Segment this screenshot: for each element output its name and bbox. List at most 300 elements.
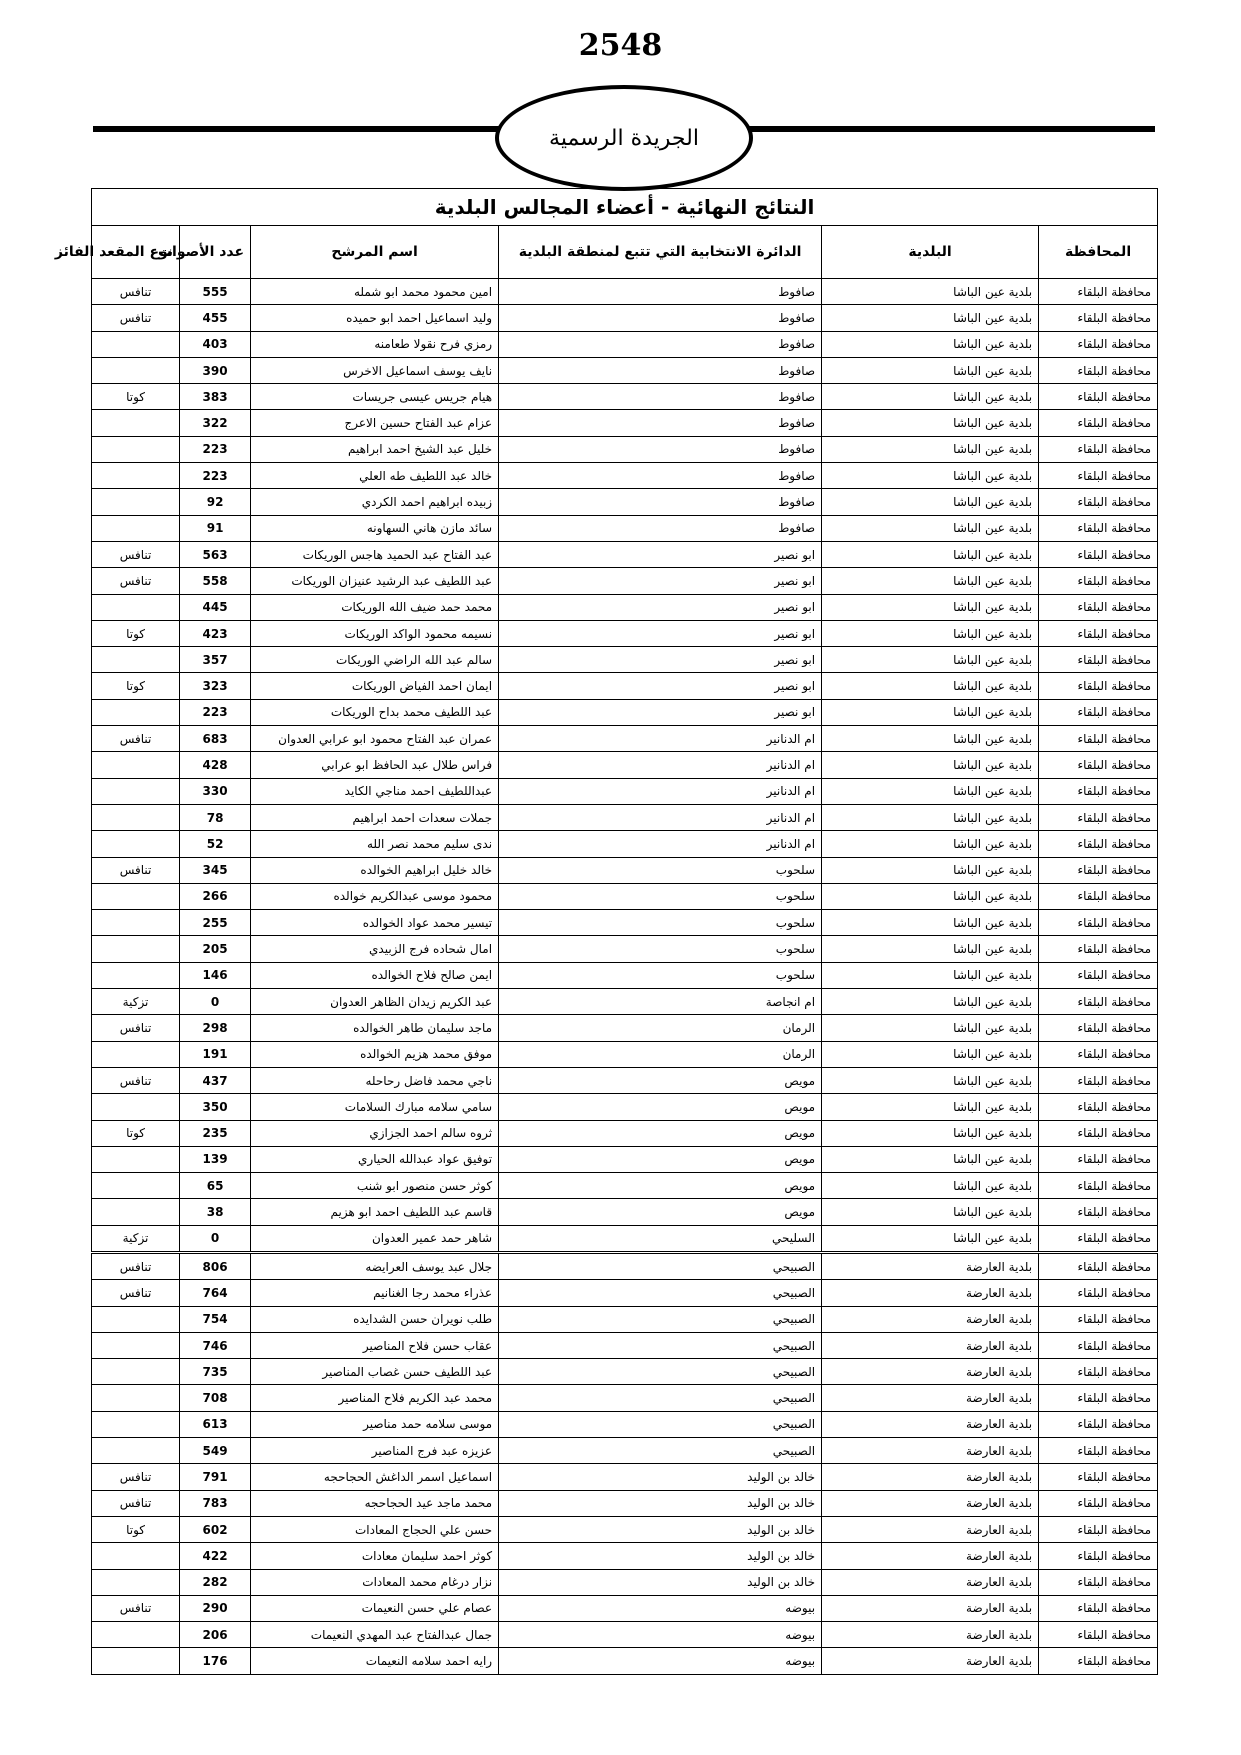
- seat-type-cell: [92, 1411, 180, 1437]
- district-cell: صافوط: [499, 331, 822, 357]
- governorate-cell: محافظة البلقاء: [1039, 778, 1158, 804]
- candidate-name-cell: محمود موسى عبدالكريم خوالده: [251, 883, 499, 909]
- governorate-cell: محافظة البلقاء: [1039, 620, 1158, 646]
- table-row: [92, 541, 1158, 567]
- table-row: [92, 568, 1158, 594]
- candidate-name-cell: محمد حمد ضيف الله الوريكات: [251, 594, 499, 620]
- district-cell: ابو نصير: [499, 541, 822, 567]
- seat-type-cell: [92, 1041, 180, 1067]
- candidate-name-cell: سائد مازن هاني السهاونه: [251, 515, 499, 541]
- municipality-cell: بلدية عين الباشا: [822, 410, 1039, 436]
- candidate-name-cell: شاهر حمد عمير العدوان: [251, 1225, 499, 1252]
- table-row: [92, 1464, 1158, 1490]
- district-cell: سلحوب: [499, 910, 822, 936]
- votes-cell: 445: [180, 594, 251, 620]
- table-row: [92, 936, 1158, 962]
- district-cell: سلحوب: [499, 857, 822, 883]
- governorate-cell: محافظة البلقاء: [1039, 1094, 1158, 1120]
- header-municipality: البلدية: [822, 226, 1039, 279]
- seat-type-cell: [92, 1385, 180, 1411]
- votes-cell: 746: [180, 1332, 251, 1358]
- district-cell: خالد بن الوليد: [499, 1516, 822, 1542]
- votes-cell: 455: [180, 305, 251, 331]
- governorate-cell: محافظة البلقاء: [1039, 1543, 1158, 1569]
- candidate-name-cell: ايمان احمد الفياض الوريكات: [251, 673, 499, 699]
- candidate-name-cell: جملات سعدات احمد ابراهيم: [251, 804, 499, 830]
- district-cell: ام انجاصة: [499, 989, 822, 1015]
- district-cell: خالد بن الوليد: [499, 1569, 822, 1595]
- seat-type-cell: تنافس: [92, 1015, 180, 1041]
- governorate-cell: محافظة البلقاء: [1039, 962, 1158, 988]
- seat-type-cell: [92, 1359, 180, 1385]
- governorate-cell: محافظة البلقاء: [1039, 463, 1158, 489]
- governorate-cell: محافظة البلقاء: [1039, 1595, 1158, 1621]
- governorate-cell: محافظة البلقاء: [1039, 673, 1158, 699]
- governorate-cell: محافظة البلقاء: [1039, 726, 1158, 752]
- district-cell: ابو نصير: [499, 594, 822, 620]
- votes-cell: 322: [180, 410, 251, 436]
- candidate-name-cell: ناجي محمد فاضل رحاحله: [251, 1067, 499, 1093]
- votes-cell: 38: [180, 1199, 251, 1225]
- table-row: [92, 1067, 1158, 1093]
- candidate-name-cell: هيام جريس عيسى جريسات: [251, 384, 499, 410]
- district-cell: صافوط: [499, 410, 822, 436]
- municipality-cell: بلدية عين الباشا: [822, 357, 1039, 383]
- votes-cell: 558: [180, 568, 251, 594]
- candidate-name-cell: عصام علي حسن النعيمات: [251, 1595, 499, 1621]
- votes-cell: 806: [180, 1252, 251, 1279]
- candidate-name-cell: كوثر احمد سليمان معادات: [251, 1543, 499, 1569]
- municipality-cell: بلدية عين الباشا: [822, 305, 1039, 331]
- governorate-cell: محافظة البلقاء: [1039, 1438, 1158, 1464]
- municipality-cell: بلدية العارضة: [822, 1490, 1039, 1516]
- page-number: 2548: [578, 28, 663, 63]
- district-cell: خالد بن الوليد: [499, 1543, 822, 1569]
- votes-cell: 403: [180, 331, 251, 357]
- municipality-cell: بلدية عين الباشا: [822, 463, 1039, 489]
- district-cell: ابو نصير: [499, 568, 822, 594]
- municipality-cell: بلدية عين الباشا: [822, 804, 1039, 830]
- table-row: [92, 1569, 1158, 1595]
- seat-type-cell: [92, 1306, 180, 1332]
- seat-type-cell: تنافس: [92, 1067, 180, 1093]
- district-cell: الصبيحي: [499, 1252, 822, 1279]
- seat-type-cell: [92, 910, 180, 936]
- votes-cell: 683: [180, 726, 251, 752]
- header-rule-right: [739, 126, 1155, 132]
- seat-type-cell: [92, 1332, 180, 1358]
- governorate-cell: محافظة البلقاء: [1039, 1280, 1158, 1306]
- municipality-cell: بلدية العارضة: [822, 1622, 1039, 1648]
- district-cell: الصبيحي: [499, 1332, 822, 1358]
- district-cell: السليحي: [499, 1225, 822, 1252]
- votes-cell: 223: [180, 436, 251, 462]
- district-cell: ابو نصير: [499, 620, 822, 646]
- table-row: [92, 1595, 1158, 1621]
- candidate-name-cell: سامي سلامه مبارك السلامات: [251, 1094, 499, 1120]
- municipality-cell: بلدية عين الباشا: [822, 883, 1039, 909]
- votes-cell: 255: [180, 910, 251, 936]
- votes-cell: 298: [180, 1015, 251, 1041]
- votes-cell: 78: [180, 804, 251, 830]
- municipality-cell: بلدية العارضة: [822, 1569, 1039, 1595]
- municipality-cell: بلدية العارضة: [822, 1332, 1039, 1358]
- district-cell: ام الدنانير: [499, 726, 822, 752]
- table-body: [92, 279, 1158, 1675]
- district-cell: الرمان: [499, 1041, 822, 1067]
- table-row: [92, 1094, 1158, 1120]
- governorate-cell: محافظة البلقاء: [1039, 1385, 1158, 1411]
- seat-type-cell: تنافس: [92, 541, 180, 567]
- candidate-name-cell: ايمن صالح فلاح الخوالده: [251, 962, 499, 988]
- table-row: [92, 1120, 1158, 1146]
- district-cell: ابو نصير: [499, 647, 822, 673]
- votes-cell: 783: [180, 1490, 251, 1516]
- governorate-cell: محافظة البلقاء: [1039, 1622, 1158, 1648]
- table-row: [92, 673, 1158, 699]
- municipality-cell: بلدية عين الباشا: [822, 620, 1039, 646]
- table-row: [92, 1385, 1158, 1411]
- governorate-cell: محافظة البلقاء: [1039, 489, 1158, 515]
- seat-type-cell: [92, 1199, 180, 1225]
- candidate-name-cell: كوثر حسن منصور ابو شنب: [251, 1173, 499, 1199]
- municipality-cell: بلدية عين الباشا: [822, 673, 1039, 699]
- governorate-cell: محافظة البلقاء: [1039, 305, 1158, 331]
- candidate-name-cell: زبيده ابراهيم احمد الكردي: [251, 489, 499, 515]
- candidate-name-cell: عبداللطيف احمد مناجي الكايد: [251, 778, 499, 804]
- governorate-cell: محافظة البلقاء: [1039, 1359, 1158, 1385]
- municipality-cell: بلدية عين الباشا: [822, 857, 1039, 883]
- results-table: [54, 188, 1158, 1675]
- district-cell: ام الدنانير: [499, 778, 822, 804]
- municipality-cell: بلدية عين الباشا: [822, 1094, 1039, 1120]
- governorate-cell: محافظة البلقاء: [1039, 436, 1158, 462]
- seat-type-cell: [92, 883, 180, 909]
- table-title: النتائج النهائية - أعضاء المجالس البلدية: [92, 189, 1158, 226]
- municipality-cell: بلدية عين الباشا: [822, 594, 1039, 620]
- header-votes: عدد الأصوات: [180, 226, 251, 279]
- district-cell: بيوضه: [499, 1622, 822, 1648]
- table-row: [92, 1332, 1158, 1358]
- district-cell: مويص: [499, 1120, 822, 1146]
- district-cell: صافوط: [499, 279, 822, 305]
- votes-cell: 350: [180, 1094, 251, 1120]
- table-row: [92, 279, 1158, 305]
- header-governorate: المحافظة: [1039, 226, 1158, 279]
- municipality-cell: بلدية العارضة: [822, 1411, 1039, 1437]
- governorate-cell: محافظة البلقاء: [1039, 1464, 1158, 1490]
- candidate-name-cell: عبد اللطيف حسن غصاب المناصير: [251, 1359, 499, 1385]
- table-row: [92, 647, 1158, 673]
- governorate-cell: محافظة البلقاء: [1039, 279, 1158, 305]
- seat-type-cell: تنافس: [92, 1490, 180, 1516]
- seat-type-cell: تنافس: [92, 305, 180, 331]
- district-cell: سلحوب: [499, 936, 822, 962]
- seat-type-cell: كوتا: [92, 673, 180, 699]
- candidate-name-cell: فراس طلال عبد الحافظ ابو عرابي: [251, 752, 499, 778]
- governorate-cell: محافظة البلقاء: [1039, 910, 1158, 936]
- district-cell: ابو نصير: [499, 699, 822, 725]
- candidate-name-cell: رايه احمد سلامه النعيمات: [251, 1648, 499, 1674]
- district-cell: مويص: [499, 1067, 822, 1093]
- seat-type-cell: [92, 647, 180, 673]
- seat-type-cell: تنافس: [92, 279, 180, 305]
- table-row: [92, 357, 1158, 383]
- votes-cell: 390: [180, 357, 251, 383]
- seat-type-cell: [92, 436, 180, 462]
- seat-type-cell: تنافس: [92, 568, 180, 594]
- governorate-cell: محافظة البلقاء: [1039, 410, 1158, 436]
- votes-cell: 735: [180, 1359, 251, 1385]
- governorate-cell: محافظة البلقاء: [1039, 1120, 1158, 1146]
- votes-cell: 146: [180, 962, 251, 988]
- candidate-name-cell: نزار درغام محمد المعادات: [251, 1569, 499, 1595]
- district-cell: صافوط: [499, 436, 822, 462]
- district-cell: مويص: [499, 1094, 822, 1120]
- seat-type-cell: [92, 1569, 180, 1595]
- candidate-name-cell: عزام عبد الفتاح حسين الاعرج: [251, 410, 499, 436]
- municipality-cell: بلدية عين الباشا: [822, 647, 1039, 673]
- district-cell: بيوضه: [499, 1648, 822, 1674]
- governorate-cell: محافظة البلقاء: [1039, 1648, 1158, 1674]
- table-row: [92, 1411, 1158, 1437]
- municipality-cell: بلدية عين الباشا: [822, 541, 1039, 567]
- governorate-cell: محافظة البلقاء: [1039, 699, 1158, 725]
- district-cell: صافوط: [499, 489, 822, 515]
- table-row: [92, 699, 1158, 725]
- table-row: [92, 778, 1158, 804]
- votes-cell: 223: [180, 463, 251, 489]
- seat-type-cell: [92, 1648, 180, 1674]
- municipality-cell: بلدية العارضة: [822, 1648, 1039, 1674]
- seat-type-cell: [92, 962, 180, 988]
- table-row: [92, 305, 1158, 331]
- votes-cell: 613: [180, 1411, 251, 1437]
- seat-type-cell: [92, 1543, 180, 1569]
- seat-type-cell: [92, 594, 180, 620]
- seat-type-cell: تنافس: [92, 726, 180, 752]
- candidate-name-cell: توفيق عواد عبدالله الحياري: [251, 1146, 499, 1172]
- governorate-cell: محافظة البلقاء: [1039, 1306, 1158, 1332]
- gazette-title-oval: [495, 85, 753, 191]
- governorate-cell: محافظة البلقاء: [1039, 384, 1158, 410]
- municipality-cell: بلدية العارضة: [822, 1543, 1039, 1569]
- table-row: [92, 804, 1158, 830]
- votes-cell: 0: [180, 1225, 251, 1252]
- seat-type-cell: [92, 936, 180, 962]
- candidate-name-cell: قاسم عبد اللطيف احمد ابو هزيم: [251, 1199, 499, 1225]
- candidate-name-cell: اسماعيل اسمر الداغش الحجاحجه: [251, 1464, 499, 1490]
- votes-cell: 602: [180, 1516, 251, 1542]
- table-row: [92, 1359, 1158, 1385]
- district-cell: صافوط: [499, 384, 822, 410]
- header-district: الدائرة الانتخابية التي تتبع لمنطقة البلدية: [499, 226, 822, 279]
- governorate-cell: محافظة البلقاء: [1039, 883, 1158, 909]
- district-cell: مويص: [499, 1173, 822, 1199]
- municipality-cell: بلدية عين الباشا: [822, 436, 1039, 462]
- seat-type-cell: تنافس: [92, 857, 180, 883]
- candidate-name-cell: ثروه سالم احمد الجزازي: [251, 1120, 499, 1146]
- votes-cell: 223: [180, 699, 251, 725]
- votes-cell: 290: [180, 1595, 251, 1621]
- municipality-cell: بلدية العارضة: [822, 1595, 1039, 1621]
- candidate-name-cell: عمران عبد الفتاح محمود ابو عرابي العدوان: [251, 726, 499, 752]
- votes-cell: 266: [180, 883, 251, 909]
- table-row: [92, 384, 1158, 410]
- votes-cell: 176: [180, 1648, 251, 1674]
- votes-cell: 191: [180, 1041, 251, 1067]
- votes-cell: 65: [180, 1173, 251, 1199]
- candidate-name-cell: جمال عبدالفتاح عبد المهدي النعيمات: [251, 1622, 499, 1648]
- governorate-cell: محافظة البلقاء: [1039, 1067, 1158, 1093]
- table-row: [92, 410, 1158, 436]
- district-cell: صافوط: [499, 515, 822, 541]
- table-row: [92, 1252, 1158, 1279]
- governorate-cell: محافظة البلقاء: [1039, 1490, 1158, 1516]
- municipality-cell: بلدية عين الباشا: [822, 752, 1039, 778]
- municipality-cell: بلدية عين الباشا: [822, 1173, 1039, 1199]
- table-row: [92, 1015, 1158, 1041]
- municipality-cell: بلدية عين الباشا: [822, 331, 1039, 357]
- candidate-name-cell: وليد اسماعيل احمد ابو حميده: [251, 305, 499, 331]
- seat-type-cell: [92, 831, 180, 857]
- governorate-cell: محافظة البلقاء: [1039, 1516, 1158, 1542]
- votes-cell: 345: [180, 857, 251, 883]
- governorate-cell: محافظة البلقاء: [1039, 568, 1158, 594]
- candidate-name-cell: حسن علي الحجاج المعادات: [251, 1516, 499, 1542]
- table-row: [92, 831, 1158, 857]
- candidate-name-cell: عقاب حسن فلاح المناصير: [251, 1332, 499, 1358]
- municipality-cell: بلدية عين الباشا: [822, 1199, 1039, 1225]
- seat-type-cell: [92, 410, 180, 436]
- votes-cell: 555: [180, 279, 251, 305]
- votes-cell: 563: [180, 541, 251, 567]
- seat-type-cell: كوتا: [92, 1120, 180, 1146]
- table-row: [92, 1648, 1158, 1674]
- candidate-name-cell: محمد عبد الكريم فلاح المناصير: [251, 1385, 499, 1411]
- table-row: [92, 1280, 1158, 1306]
- district-cell: خالد بن الوليد: [499, 1464, 822, 1490]
- district-cell: صافوط: [499, 463, 822, 489]
- votes-cell: 791: [180, 1464, 251, 1490]
- governorate-cell: محافظة البلقاء: [1039, 1225, 1158, 1252]
- governorate-cell: محافظة البلقاء: [1039, 752, 1158, 778]
- governorate-cell: محافظة البلقاء: [1039, 831, 1158, 857]
- governorate-cell: محافظة البلقاء: [1039, 1015, 1158, 1041]
- district-cell: صافوط: [499, 357, 822, 383]
- municipality-cell: بلدية عين الباشا: [822, 1015, 1039, 1041]
- candidate-name-cell: رمزي فرح نقولا طعامنه: [251, 331, 499, 357]
- municipality-cell: بلدية عين الباشا: [822, 1041, 1039, 1067]
- governorate-cell: محافظة البلقاء: [1039, 1199, 1158, 1225]
- candidate-name-cell: ماجد سليمان طاهر الخوالده: [251, 1015, 499, 1041]
- municipality-cell: بلدية عين الباشا: [822, 962, 1039, 988]
- candidate-name-cell: عذراء محمد رجا الغنانيم: [251, 1280, 499, 1306]
- district-cell: مويص: [499, 1146, 822, 1172]
- seat-type-cell: [92, 699, 180, 725]
- municipality-cell: بلدية عين الباشا: [822, 910, 1039, 936]
- municipality-cell: بلدية عين الباشا: [822, 568, 1039, 594]
- municipality-cell: بلدية العارضة: [822, 1385, 1039, 1411]
- candidate-name-cell: خالد خليل ابراهيم الخوالده: [251, 857, 499, 883]
- seat-type-cell: تنافس: [92, 1595, 180, 1621]
- votes-cell: 0: [180, 989, 251, 1015]
- table-row: [92, 1041, 1158, 1067]
- governorate-cell: محافظة البلقاء: [1039, 804, 1158, 830]
- district-cell: الصبيحي: [499, 1385, 822, 1411]
- candidate-name-cell: عبد الكريم زيدان الظاهر العدوان: [251, 989, 499, 1015]
- governorate-cell: محافظة البلقاء: [1039, 357, 1158, 383]
- municipality-cell: بلدية عين الباشا: [822, 726, 1039, 752]
- votes-cell: 428: [180, 752, 251, 778]
- municipality-cell: بلدية عين الباشا: [822, 699, 1039, 725]
- seat-type-cell: [92, 804, 180, 830]
- municipality-cell: بلدية العارضة: [822, 1306, 1039, 1332]
- table-row: [92, 883, 1158, 909]
- table-row: [92, 620, 1158, 646]
- governorate-cell: محافظة البلقاء: [1039, 1332, 1158, 1358]
- district-cell: ام الدنانير: [499, 831, 822, 857]
- seat-type-cell: [92, 463, 180, 489]
- votes-cell: 423: [180, 620, 251, 646]
- table-row: [92, 1516, 1158, 1542]
- candidate-name-cell: موسى سلامه حمد مناصير: [251, 1411, 499, 1437]
- votes-cell: 708: [180, 1385, 251, 1411]
- governorate-cell: محافظة البلقاء: [1039, 1252, 1158, 1279]
- table-row: [92, 752, 1158, 778]
- municipality-cell: بلدية العارضة: [822, 1464, 1039, 1490]
- municipality-cell: بلدية عين الباشا: [822, 384, 1039, 410]
- candidate-name-cell: محمد ماجد عيد الحجاحجه: [251, 1490, 499, 1516]
- district-cell: خالد بن الوليد: [499, 1490, 822, 1516]
- district-cell: الرمان: [499, 1015, 822, 1041]
- seat-type-cell: [92, 515, 180, 541]
- candidate-name-cell: سالم عبد الله الراضي الوريكات: [251, 647, 499, 673]
- district-cell: ام الدنانير: [499, 804, 822, 830]
- seat-type-cell: [92, 331, 180, 357]
- candidate-name-cell: جلال عبد يوسف العرايضه: [251, 1252, 499, 1279]
- seat-type-cell: تزكية: [92, 989, 180, 1015]
- district-cell: ابو نصير: [499, 673, 822, 699]
- district-cell: الصبيحي: [499, 1280, 822, 1306]
- district-cell: ام الدنانير: [499, 752, 822, 778]
- votes-cell: 383: [180, 384, 251, 410]
- votes-cell: 139: [180, 1146, 251, 1172]
- votes-cell: 205: [180, 936, 251, 962]
- district-cell: الصبيحي: [499, 1438, 822, 1464]
- seat-type-cell: [92, 778, 180, 804]
- seat-type-cell: [92, 1094, 180, 1120]
- governorate-cell: محافظة البلقاء: [1039, 936, 1158, 962]
- table-row: [92, 1225, 1158, 1252]
- governorate-cell: محافظة البلقاء: [1039, 1411, 1158, 1437]
- candidate-name-cell: عبد الفتاح عبد الحميد هاجس الوريكات: [251, 541, 499, 567]
- candidate-name-cell: ندى سليم محمد نصر الله: [251, 831, 499, 857]
- table-row: [92, 1622, 1158, 1648]
- votes-cell: 235: [180, 1120, 251, 1146]
- governorate-cell: محافظة البلقاء: [1039, 1146, 1158, 1172]
- table-row: [92, 857, 1158, 883]
- seat-type-cell: [92, 1438, 180, 1464]
- district-cell: الصبيحي: [499, 1359, 822, 1385]
- district-cell: سلحوب: [499, 962, 822, 988]
- district-cell: بيوضه: [499, 1595, 822, 1621]
- table-row: [92, 463, 1158, 489]
- seat-type-cell: [92, 752, 180, 778]
- governorate-cell: محافظة البلقاء: [1039, 857, 1158, 883]
- table-row: [92, 962, 1158, 988]
- district-cell: الصبيحي: [499, 1306, 822, 1332]
